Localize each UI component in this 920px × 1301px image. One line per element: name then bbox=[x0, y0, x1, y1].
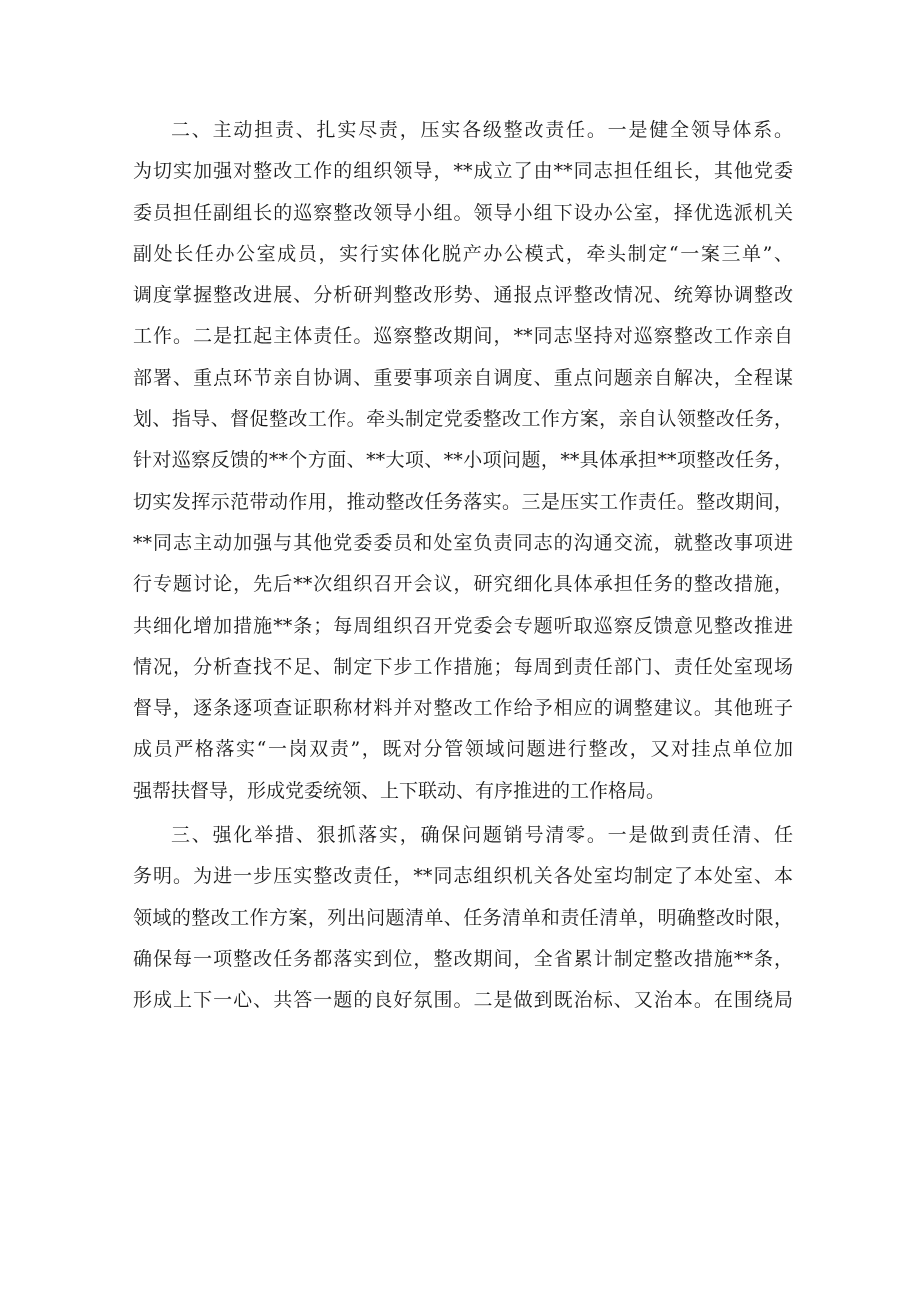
text-line: 工作。二是扛起主体责任。巡察整改期间，**同志坚持对巡察整改工作亲自 bbox=[133, 325, 793, 348]
text-line: 划、指导、督促整改工作。牵头制定党委整改工作方案，亲自认领整改任务， bbox=[133, 408, 793, 431]
text-line: 三、强化举措、狠抓落实，确保问题销号清零。一是做到责任清、任 bbox=[171, 824, 793, 847]
text-line: 强帮扶督导，形成党委统领、上下联动、有序推进的工作格局。 bbox=[133, 779, 666, 802]
text-line: 为切实加强对整改工作的组织领导，**成立了由**同志担任组长，其他党委 bbox=[133, 160, 793, 183]
paragraph-3 bbox=[133, 815, 793, 1021]
text-line: 成员严格落实“一岗双责”，既对分管领域问题进行整改，又对挂点单位加 bbox=[133, 738, 793, 761]
text-line: 共细化增加措施**条；每周组织召开党委会专题听取巡察反馈意见整改推进 bbox=[133, 614, 793, 637]
text-line: 副处长任办公室成员，实行实体化脱产办公模式，牵头制定“一案三单”、 bbox=[133, 242, 793, 265]
text-line: 行专题讨论，先后**次组织召开会议，研究细化具体承担任务的整改措施， bbox=[133, 573, 793, 596]
text-line: 形成上下一心、共答一题的良好氛围。二是做到既治标、又治本。在围绕局 bbox=[133, 989, 793, 1012]
text-line: 督导，逐条逐项查证职称材料并对整改工作给予相应的调整建议。其他班子 bbox=[133, 697, 793, 720]
text-line: 部署、重点环节亲自协调、重要事项亲自调度、重点问题亲自解决，全程谋 bbox=[133, 366, 793, 389]
text-line: **同志主动加强与其他党委委员和处室负责同志的沟通交流，就整改事项进 bbox=[133, 531, 793, 554]
document-body bbox=[133, 110, 793, 1025]
paragraph-2 bbox=[133, 110, 793, 812]
text-line: 确保每一项整改任务都落实到位，整改期间，全省累计制定整改措施**条， bbox=[133, 947, 793, 970]
text-line: 务明。为进一步压实整改责任，**同志组织机关各处室均制定了本处室、本 bbox=[133, 865, 793, 888]
text-line: 调度掌握整改进展、分析研判整改形势、通报点评整改情况、统筹协调整改 bbox=[133, 284, 793, 307]
text-line: 领域的整改工作方案，列出问题清单、任务清单和责任清单，明确整改时限， bbox=[133, 906, 793, 929]
text-line: 委员担任副组长的巡察整改领导小组。领导小组下设办公室，择优选派机关 bbox=[133, 201, 793, 224]
text-line: 针对巡察反馈的**个方面、**大项、**小项问题，**具体承担**项整改任务， bbox=[133, 449, 793, 472]
text-line: 切实发挥示范带动作用，推动整改任务落实。三是压实工作责任。整改期间， bbox=[133, 490, 793, 513]
text-line: 二、主动担责、扎实尽责，压实各级整改责任。一是健全领导体系。 bbox=[171, 119, 793, 141]
text-line: 情况，分析查找不足、制定下步工作措施；每周到责任部门、责任处室现场 bbox=[133, 655, 793, 678]
